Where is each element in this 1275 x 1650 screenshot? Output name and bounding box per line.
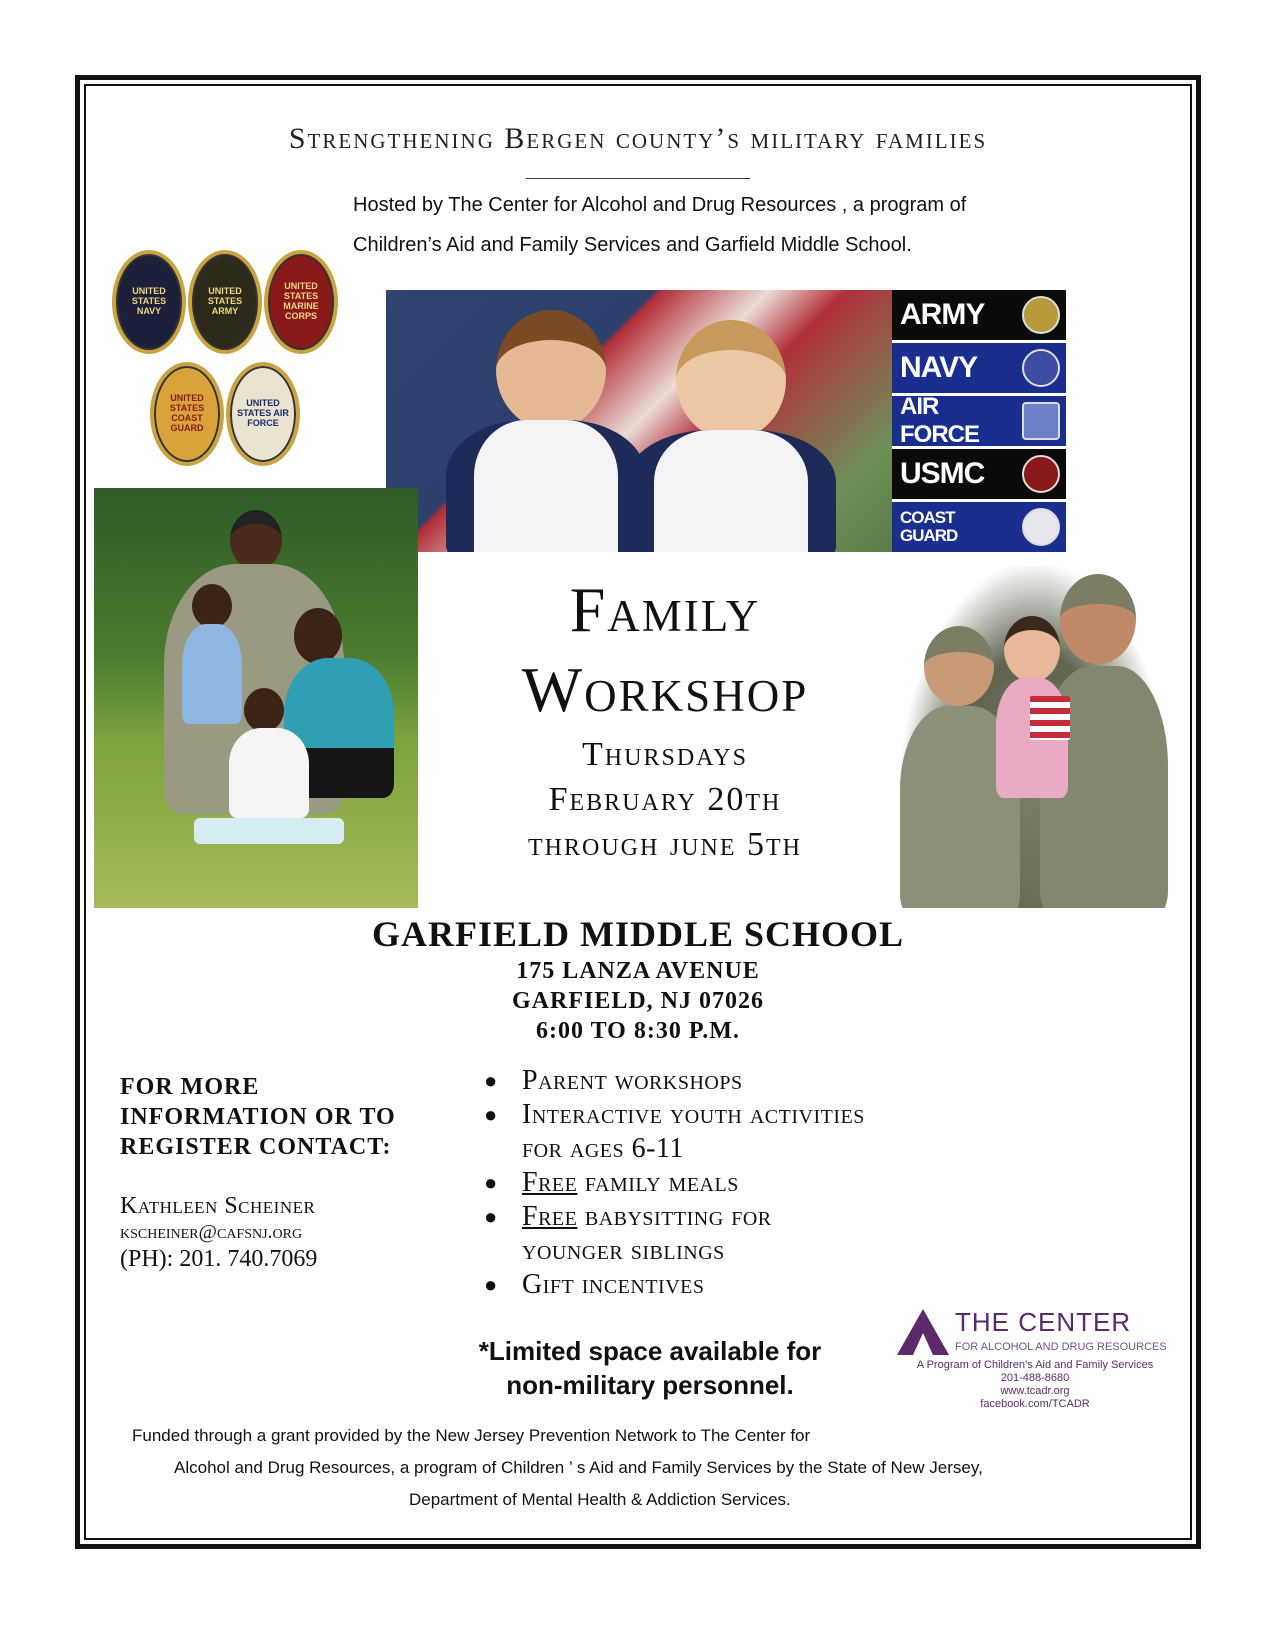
list-item: ● Parent workshops	[484, 1065, 743, 1096]
small-flag-icon	[1030, 696, 1070, 740]
contact-heading-3: REGISTER CONTACT:	[120, 1134, 392, 1160]
army-emblem-icon	[1022, 296, 1060, 334]
boy-left-head	[496, 310, 606, 430]
usmc-emblem-icon	[1022, 455, 1060, 493]
event-dates	[430, 732, 900, 867]
father-soldier-head	[1060, 574, 1136, 664]
coast-guard-emblem-icon	[1022, 508, 1060, 546]
venue-street: 175 LANZA AVENUE	[516, 958, 760, 984]
father-head	[230, 510, 282, 570]
headline-divider	[526, 178, 750, 179]
air-force-wings-icon	[1022, 402, 1060, 440]
marine-seal-icon: UNITED STATES MARINE CORPS	[264, 250, 338, 354]
military-family-photo	[94, 488, 418, 908]
army-seal-icon: UNITED STATES ARMY	[188, 250, 262, 354]
branch-list	[892, 290, 1066, 552]
center-phone: 201-488-8680	[1000, 1372, 1070, 1384]
limited-line-2: non-military personnel.	[506, 1370, 794, 1400]
list-item: ● Free family meals	[484, 1167, 739, 1198]
mother-soldier-head	[924, 626, 994, 706]
list-item: ● Interactive youth activities	[484, 1099, 865, 1130]
limited-line-1: *Limited space available for	[478, 1336, 822, 1366]
list-item: ● Free babysitting for	[484, 1201, 772, 1232]
contact-block	[120, 1072, 450, 1274]
girl-head	[244, 688, 284, 732]
branch-army: ARMY	[892, 290, 1066, 340]
list-item-continuation: for ages 6-11	[522, 1133, 684, 1164]
event-end-date: through june 5th	[528, 826, 802, 863]
boy-right-shirt	[626, 430, 836, 552]
kids-with-flag-photo	[386, 290, 892, 552]
contact-heading-2: INFORMATION OR TO	[120, 1104, 396, 1130]
center-program: A Program of Children’s Aid and Family Services	[916, 1359, 1154, 1371]
navy-seal-icon: UNITED STATES NAVY	[112, 250, 186, 354]
funding-line-3: Department of Mental Health & Addiction Services.	[409, 1490, 791, 1509]
center-subtitle: FOR ALCOHOL AND DRUG RESOURCES	[955, 1341, 1167, 1353]
contact-heading-1: FOR MORE	[120, 1074, 260, 1100]
branch-navy: NAVY	[892, 343, 1066, 393]
branch-air-force: AIR FORCE	[892, 396, 1066, 446]
picnic-blanket	[194, 818, 344, 844]
the-center-logo	[895, 1305, 1185, 1415]
event-start-date: February 20th	[548, 781, 782, 818]
contact-phone: (PH): 201. 740.7069	[120, 1246, 318, 1272]
bullet-icon: ●	[484, 1102, 498, 1127]
navy-emblem-icon	[1022, 349, 1060, 387]
host-line-1: Hosted by The Center for Alcohol and Drug Resources , a program of	[353, 194, 967, 216]
venue-name: GARFIELD MIDDLE SCHOOL	[371, 914, 905, 954]
branch-usmc: USMC	[892, 449, 1066, 499]
venue-block	[84, 912, 1192, 1046]
host-line-2: Children’s Aid and Family Services and Garfield Middle School.	[353, 234, 912, 256]
mother-head	[294, 608, 342, 664]
program-features-list	[478, 1064, 1038, 1302]
contact-email: kscheiner@cafsnj.org	[120, 1221, 303, 1243]
contact-name: Kathleen Scheiner	[120, 1193, 316, 1219]
branch-coast-guard: COAST GUARD	[892, 502, 1066, 552]
venue-city: GARFIELD, NJ 07026	[511, 988, 764, 1014]
list-item: ● Gift incentives	[484, 1269, 705, 1300]
venue-time: 6:00 TO 8:30 P.M.	[536, 1018, 740, 1044]
event-day: Thursdays	[582, 736, 748, 773]
girl-dress	[229, 728, 309, 818]
event-title	[430, 570, 900, 730]
coast-guard-seal-icon: UNITED STATES COAST GUARD	[150, 362, 224, 466]
bullet-icon: ●	[484, 1170, 498, 1195]
flyer-headline: Strengthening Bergen county’s military families	[288, 122, 988, 155]
boy-left-shirt	[446, 420, 646, 552]
funding-line-1: Funded through a grant provided by the New Jersey Prevention Network to The Center for	[132, 1426, 811, 1445]
center-facebook: facebook.com/TCADR	[980, 1398, 1090, 1410]
funding-line-2: Alcohol and Drug Resources, a program of Children ’ s Aid and Family Services by the State of New Jersey,	[174, 1458, 983, 1477]
bullet-icon: ●	[484, 1204, 498, 1229]
limited-space-note	[400, 1334, 900, 1402]
center-website: www.tcadr.org	[1000, 1385, 1070, 1397]
event-title-line-1: Family	[569, 574, 761, 645]
baby-head	[192, 584, 232, 628]
soldier-parents-photo	[900, 566, 1168, 908]
military-seals	[112, 250, 362, 470]
center-brand-name: THE CENTER	[955, 1307, 1132, 1337]
air-force-seal-icon: UNITED STATES AIR FORCE	[226, 362, 300, 466]
boy-right-head	[676, 320, 786, 440]
bullet-icon: ●	[484, 1068, 498, 1093]
baby-body	[182, 624, 242, 724]
list-item-continuation: younger siblings	[522, 1235, 725, 1266]
child-head	[1004, 616, 1060, 682]
bullet-icon: ●	[484, 1272, 498, 1297]
center-contact-info	[895, 1359, 1175, 1411]
event-title-line-2: Workshop	[521, 654, 809, 725]
